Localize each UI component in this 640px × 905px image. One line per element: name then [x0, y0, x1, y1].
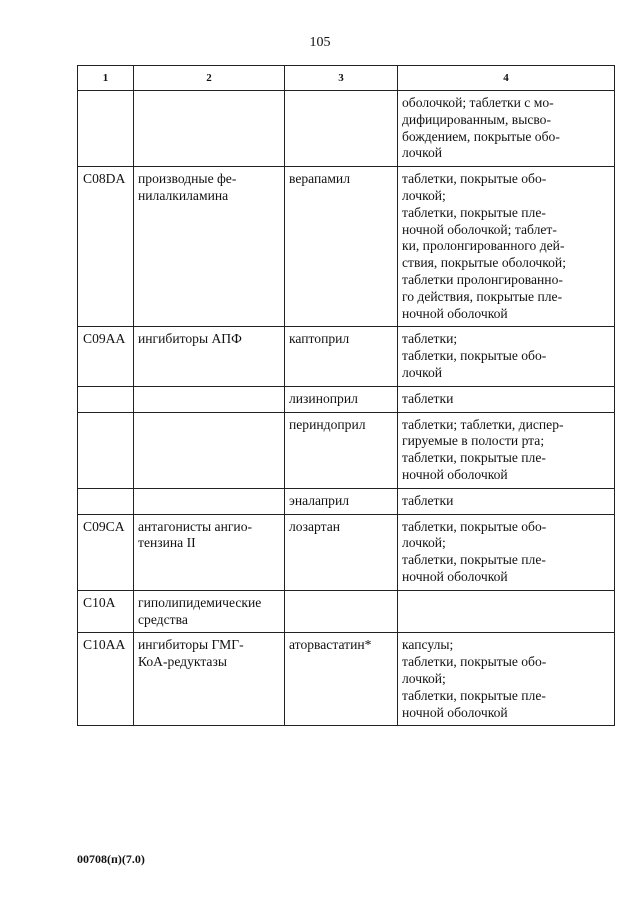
drug-name-cell: [285, 386, 398, 412]
dosage-forms-cell: [398, 488, 615, 514]
cell-text-line: таблетки, покрытые обо-: [402, 171, 547, 187]
cell-text-line: эналаприл: [289, 492, 350, 508]
cell-text-line: C08DA: [83, 171, 126, 187]
group-name-cell: [134, 91, 285, 167]
atc-code-cell: [78, 91, 134, 167]
cell-text-line: таблетки, покрытые пле-: [402, 552, 546, 568]
atc-code-cell: [78, 514, 134, 590]
cell-text-line: лозартан: [289, 518, 341, 534]
cell-text-line: периндоприл: [289, 416, 366, 432]
cell-text-line: ночной оболочкой; таблет-: [402, 221, 557, 237]
cell-text-line: ночной оболочкой: [402, 704, 508, 720]
cell-text-line: таблетки, покрытые пле-: [402, 450, 546, 466]
cell-text-line: антагонисты ангио-: [138, 518, 253, 534]
cell-text-line: средства: [138, 611, 188, 627]
cell-text-line: таблетки, покрытые пле-: [402, 687, 546, 703]
dosage-forms-cell: [398, 386, 615, 412]
cell-text-line: дифицированным, высво-: [402, 111, 552, 127]
cell-text-line: ки, пролонгированного дей-: [402, 238, 565, 254]
cell-text-line: таблетки: [402, 390, 454, 406]
cell-text-line: лочкой: [402, 364, 443, 380]
column-header-1: 1: [78, 66, 134, 91]
table-header-row: [78, 66, 615, 91]
table-row: [78, 327, 615, 386]
cell-text-line: ночной оболочкой: [402, 305, 508, 321]
cell-text-line: ночной оболочкой: [402, 466, 508, 482]
group-name-cell: [134, 327, 285, 386]
cell-text-line: гиполипидемические: [138, 594, 262, 610]
table-row: [78, 488, 615, 514]
cell-text-line: C09CA: [83, 518, 125, 534]
document-code: 00708(п)(7.0): [77, 852, 145, 866]
atc-code-cell: [78, 412, 134, 488]
table-row: [78, 633, 615, 726]
cell-text-line: гируемые в полости рта;: [402, 433, 545, 449]
cell-text-line: таблетки, покрытые обо-: [402, 348, 547, 364]
cell-text-line: лочкой;: [402, 187, 446, 203]
table-row: [78, 514, 615, 590]
cell-text-line: КоА-редуктазы: [138, 654, 227, 670]
table-row: [78, 386, 615, 412]
drug-name-cell: [285, 167, 398, 327]
table-row: [78, 590, 615, 633]
group-name-cell: [134, 167, 285, 327]
drug-name-cell: [285, 514, 398, 590]
atc-code-cell: [78, 488, 134, 514]
cell-text-line: таблетки пролонгированно-: [402, 271, 563, 287]
cell-text-line: бождением, покрытые обо-: [402, 128, 560, 144]
cell-text-line: таблетки;: [402, 331, 458, 347]
cell-text-line: ствия, покрытые оболочкой;: [402, 255, 566, 271]
drug-name-cell: [285, 590, 398, 633]
column-header-4: 4: [398, 66, 615, 91]
cell-text-line: тензина II: [138, 535, 196, 551]
atc-code-cell: [78, 167, 134, 327]
cell-text-line: ингибиторы ГМГ-: [138, 637, 244, 653]
drug-name-cell: [285, 91, 398, 167]
cell-text-line: каптоприл: [289, 331, 350, 347]
cell-text-line: нилалкиламина: [138, 187, 229, 203]
dosage-forms-cell: [398, 633, 615, 726]
cell-text-line: C10AA: [83, 637, 126, 653]
drug-table: [77, 65, 615, 726]
cell-text-line: таблетки: [402, 492, 454, 508]
drug-name-cell: [285, 327, 398, 386]
group-name-cell: [134, 412, 285, 488]
cell-text-line: лочкой;: [402, 535, 446, 551]
group-name-cell: [134, 386, 285, 412]
cell-text-line: верапамил: [289, 171, 350, 187]
cell-text-line: таблетки, покрытые пле-: [402, 204, 546, 220]
cell-text-line: ингибиторы АПФ: [138, 331, 242, 347]
cell-text-line: аторвастатин*: [289, 637, 372, 653]
cell-text-line: C09AA: [83, 331, 126, 347]
cell-text-line: таблетки; таблетки, диспер-: [402, 416, 564, 432]
atc-code-cell: [78, 327, 134, 386]
drug-name-cell: [285, 412, 398, 488]
cell-text-line: лочкой;: [402, 670, 446, 686]
group-name-cell: [134, 514, 285, 590]
group-name-cell: [134, 633, 285, 726]
table-row: [78, 412, 615, 488]
dosage-forms-cell: [398, 590, 615, 633]
table-body: [78, 91, 615, 726]
column-header-3: 3: [285, 66, 398, 91]
group-name-cell: [134, 488, 285, 514]
cell-text-line: капсулы;: [402, 637, 454, 653]
atc-code-cell: [78, 590, 134, 633]
cell-text-line: го действия, покрытые пле-: [402, 288, 563, 304]
cell-text-line: ночной оболочкой: [402, 568, 508, 584]
cell-text-line: таблетки, покрытые обо-: [402, 518, 547, 534]
drug-name-cell: [285, 633, 398, 726]
dosage-forms-cell: [398, 327, 615, 386]
dosage-forms-cell: [398, 167, 615, 327]
cell-text-line: производные фе-: [138, 171, 237, 187]
page-number: 105: [309, 35, 331, 50]
column-header-2: 2: [134, 66, 285, 91]
dosage-forms-cell: [398, 514, 615, 590]
group-name-cell: [134, 590, 285, 633]
atc-code-cell: [78, 633, 134, 726]
cell-text-line: оболочкой; таблетки с мо-: [402, 95, 554, 110]
cell-text-line: лочкой: [402, 145, 443, 161]
table-row: [78, 167, 615, 327]
cell-text-line: C10A: [83, 594, 116, 610]
cell-text-line: таблетки, покрытые обо-: [402, 654, 547, 670]
dosage-forms-cell: [398, 91, 615, 167]
atc-code-cell: [78, 386, 134, 412]
table-row: [78, 91, 615, 167]
drug-name-cell: [285, 488, 398, 514]
cell-text-line: лизиноприл: [289, 390, 358, 406]
dosage-forms-cell: [398, 412, 615, 488]
